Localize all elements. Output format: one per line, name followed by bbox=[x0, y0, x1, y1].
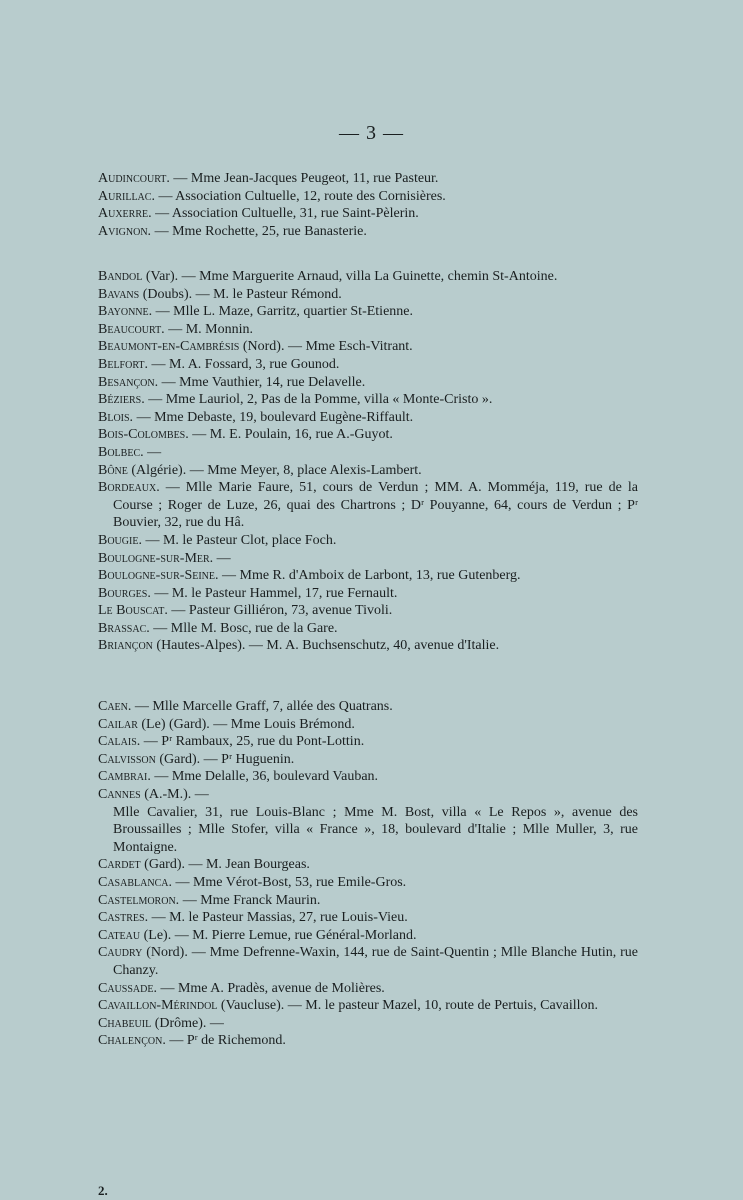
entry-details: (Var). — Mme Marguerite Arnaud, villa La Guinette, chemin St-Antoine. bbox=[142, 269, 558, 284]
entry-details: — M. E. Poulain, 16, rue A.-Guyot. bbox=[188, 427, 393, 443]
entry-details: Mlle Cavalier, 31, rue Louis-Blanc ; Mme M. Bost, villa « Le Repos », avenue des Broussailles ; Mlle Stofer, villa « France », 18, boulevard d'Italie ; Mlle Muller, 3, rue Montaigne. bbox=[113, 804, 638, 855]
place-name: Cardet bbox=[98, 857, 141, 873]
place-name: Bavans bbox=[98, 286, 140, 302]
place-name: Caudry bbox=[98, 945, 143, 961]
section-a bbox=[98, 170, 638, 240]
place-name: Bois-Colombes. bbox=[98, 427, 189, 443]
entry-details: (Drôme). — bbox=[151, 1015, 224, 1031]
directory-entry bbox=[98, 188, 638, 206]
place-name: Briançon bbox=[98, 638, 153, 654]
directory-entry bbox=[98, 768, 638, 786]
entry-details: (A.-M.). — bbox=[140, 786, 209, 802]
entry-details: — Pasteur Gilliéron, 73, avenue Tivoli. bbox=[167, 603, 393, 619]
directory-entry bbox=[98, 479, 638, 532]
directory-entry bbox=[98, 532, 638, 550]
place-name: Chabeuil bbox=[98, 1015, 152, 1031]
place-name: Le Bouscat. bbox=[98, 603, 168, 619]
place-name: Cailar bbox=[98, 716, 138, 732]
entry-details: — bbox=[143, 444, 162, 460]
place-name: Auxerre. bbox=[98, 206, 152, 222]
directory-entry bbox=[98, 567, 638, 585]
place-name: Bordeaux. bbox=[98, 480, 160, 496]
place-name: Beaumont-en-Cambrésis bbox=[98, 339, 240, 355]
directory-entry bbox=[98, 892, 638, 910]
directory-entry bbox=[98, 804, 638, 857]
directory-entry bbox=[98, 751, 638, 769]
place-name: Bayonne. bbox=[98, 304, 153, 320]
page-footer: 2. bbox=[98, 1183, 108, 1198]
directory-entry bbox=[98, 338, 638, 356]
place-name: Brassac. bbox=[98, 620, 150, 636]
entry-details: (Gard). — Pʳ Huguenin. bbox=[155, 751, 295, 767]
place-name: Boulogne-sur-Seine. bbox=[98, 568, 219, 584]
entry-details: — Mme A. Pradès, avenue de Molières. bbox=[156, 980, 385, 996]
entry-details: — Mlle Marie Faure, 51, cours de Verdun ; MM. A. Momméja, 119, rue de la Course ; Roger de Luze, 26, quai des Chartrons ; Dʳ Pouyanne, 64, cours de Verdun ; Pʳ Bouvier, 32, rue du Hâ. bbox=[113, 480, 638, 531]
directory-entry bbox=[98, 426, 638, 444]
directory-entry bbox=[98, 637, 638, 655]
entry-details: — M. le Pasteur Clot, place Foch. bbox=[141, 532, 337, 548]
place-name: Béziers. bbox=[98, 392, 145, 408]
place-name: Chalençon. bbox=[98, 1033, 166, 1049]
entry-details: — Mlle L. Maze, Garritz, quartier St-Etienne. bbox=[152, 304, 413, 320]
directory-entry bbox=[98, 550, 638, 568]
directory-entry bbox=[98, 856, 638, 874]
place-name: Audincourt. bbox=[98, 171, 170, 186]
place-name: Castelmoron. bbox=[98, 892, 180, 908]
directory-entry bbox=[98, 268, 638, 286]
place-name: Cateau bbox=[98, 927, 141, 943]
entry-details: — Association Cultuelle, 31, rue Saint-Pèlerin. bbox=[151, 206, 419, 222]
directory-entry bbox=[98, 620, 638, 638]
entry-details: (Hautes-Alpes). — M. A. Buchsenschutz, 40, avenue d'Italie. bbox=[152, 638, 500, 654]
directory-entry bbox=[98, 786, 638, 804]
entry-details: (Nord). — Mme Esch-Vitrant. bbox=[239, 339, 413, 355]
entry-details: (Algérie). — Mme Meyer, 8, place Alexis-Lambert. bbox=[127, 462, 422, 478]
entry-details: — Mme Lauriol, 2, Pas de la Pomme, villa « Monte-Cristo ». bbox=[144, 392, 493, 408]
directory-entry bbox=[98, 462, 638, 480]
place-name: Bône bbox=[98, 462, 128, 478]
place-name: Belfort. bbox=[98, 356, 149, 372]
entry-details: — Mme Debaste, 19, boulevard Eugène-Riffault. bbox=[133, 409, 414, 425]
directory-entry bbox=[98, 409, 638, 427]
directory-entry bbox=[98, 1015, 638, 1033]
place-name: Cambrai. bbox=[98, 769, 151, 785]
directory-entry bbox=[98, 909, 638, 927]
place-name: Boulogne-sur-Mer. bbox=[98, 550, 214, 566]
place-name: Aurillac. bbox=[98, 188, 155, 204]
entry-details: — Mme Franck Maurin. bbox=[179, 892, 321, 908]
directory-entry bbox=[98, 698, 638, 716]
entry-details: — Pʳ de Richemond. bbox=[165, 1033, 286, 1049]
place-name: Cavaillon-Mérindol bbox=[98, 998, 218, 1014]
place-name: Cannes bbox=[98, 786, 141, 802]
place-name: Bandol bbox=[98, 269, 143, 284]
entry-details: (Le). — M. Pierre Lemue, rue Général-Morland. bbox=[140, 927, 417, 943]
directory-entry bbox=[98, 303, 638, 321]
entry-details: (Doubs). — M. le Pasteur Rémond. bbox=[139, 286, 342, 302]
place-name: Besançon. bbox=[98, 374, 159, 390]
directory-entry bbox=[98, 716, 638, 734]
directory-entry bbox=[98, 733, 638, 751]
entry-details: (Nord). — Mme Defrenne-Waxin, 144, rue de Saint-Quentin ; Mlle Blanche Hutin, rue Chanzy. bbox=[113, 945, 638, 978]
entry-details: — Mme Delalle, 36, boulevard Vauban. bbox=[150, 769, 379, 785]
directory-entry bbox=[98, 356, 638, 374]
place-name: Caen. bbox=[98, 699, 132, 714]
directory-entry bbox=[98, 874, 638, 892]
entry-details: — M. le Pasteur Massias, 27, rue Louis-Vieu. bbox=[148, 910, 408, 926]
directory-entry bbox=[98, 997, 638, 1015]
entry-details: — M. Monnin. bbox=[164, 321, 253, 337]
entry-details: — Mme Vauthier, 14, rue Delavelle. bbox=[158, 374, 366, 390]
entry-details: — Mlle Marcelle Graff, 7, allée des Quatrans. bbox=[131, 699, 393, 714]
place-name: Castres. bbox=[98, 910, 149, 926]
place-name: Blois. bbox=[98, 409, 134, 425]
directory-entry bbox=[98, 1032, 638, 1050]
section-c bbox=[98, 698, 638, 1050]
place-name: Beaucourt. bbox=[98, 321, 165, 337]
section-b bbox=[98, 268, 638, 655]
place-name: Calvisson bbox=[98, 751, 156, 767]
directory-entry bbox=[98, 170, 638, 188]
entry-details: — M. le Pasteur Hammel, 17, rue Fernault. bbox=[150, 585, 398, 601]
entry-details: (Le) (Gard). — Mme Louis Brémond. bbox=[137, 716, 355, 732]
place-name: Bourges. bbox=[98, 585, 151, 601]
directory-entry bbox=[98, 286, 638, 304]
entry-details: — Pʳ Rambaux, 25, rue du Pont-Lottin. bbox=[140, 734, 365, 750]
directory-entry bbox=[98, 223, 638, 241]
entry-details: — bbox=[213, 550, 231, 566]
directory-entry bbox=[98, 391, 638, 409]
place-name: Calais. bbox=[98, 734, 141, 750]
directory-entry bbox=[98, 585, 638, 603]
page-number: — 3 — bbox=[339, 122, 404, 144]
entry-details: — Mme R. d'Amboix de Larbont, 13, rue Gutenberg. bbox=[218, 568, 521, 584]
directory-entry bbox=[98, 321, 638, 339]
directory-entry bbox=[98, 980, 638, 998]
entry-details: (Vaucluse). — M. le pasteur Mazel, 10, route de Pertuis, Cavaillon. bbox=[217, 998, 599, 1014]
place-name: Avignon. bbox=[98, 223, 152, 239]
place-name: Caussade. bbox=[98, 980, 157, 996]
entry-details: — Association Cultuelle, 12, route des Cornisières. bbox=[154, 188, 446, 204]
entry-details: — Mlle M. Bosc, rue de la Gare. bbox=[149, 620, 338, 636]
entry-details: — M. A. Fossard, 3, rue Gounod. bbox=[148, 356, 340, 372]
entry-details: — Mme Vérot-Bost, 53, rue Emile-Gros. bbox=[171, 874, 407, 890]
directory-entry bbox=[98, 927, 638, 945]
place-name: Casablanca. bbox=[98, 874, 172, 890]
directory-entry bbox=[98, 374, 638, 392]
place-name: Bolbec. bbox=[98, 444, 144, 460]
directory-entry bbox=[98, 944, 638, 979]
entry-details: — Mme Rochette, 25, rue Banasterie. bbox=[151, 223, 367, 239]
directory-entry bbox=[98, 444, 638, 462]
entry-details: (Gard). — M. Jean Bourgeas. bbox=[140, 857, 310, 873]
directory-entry bbox=[98, 205, 638, 223]
place-name: Bougie. bbox=[98, 532, 142, 548]
entry-details: — Mme Jean-Jacques Peugeot, 11, rue Pasteur. bbox=[169, 171, 439, 186]
directory-entry bbox=[98, 602, 638, 620]
